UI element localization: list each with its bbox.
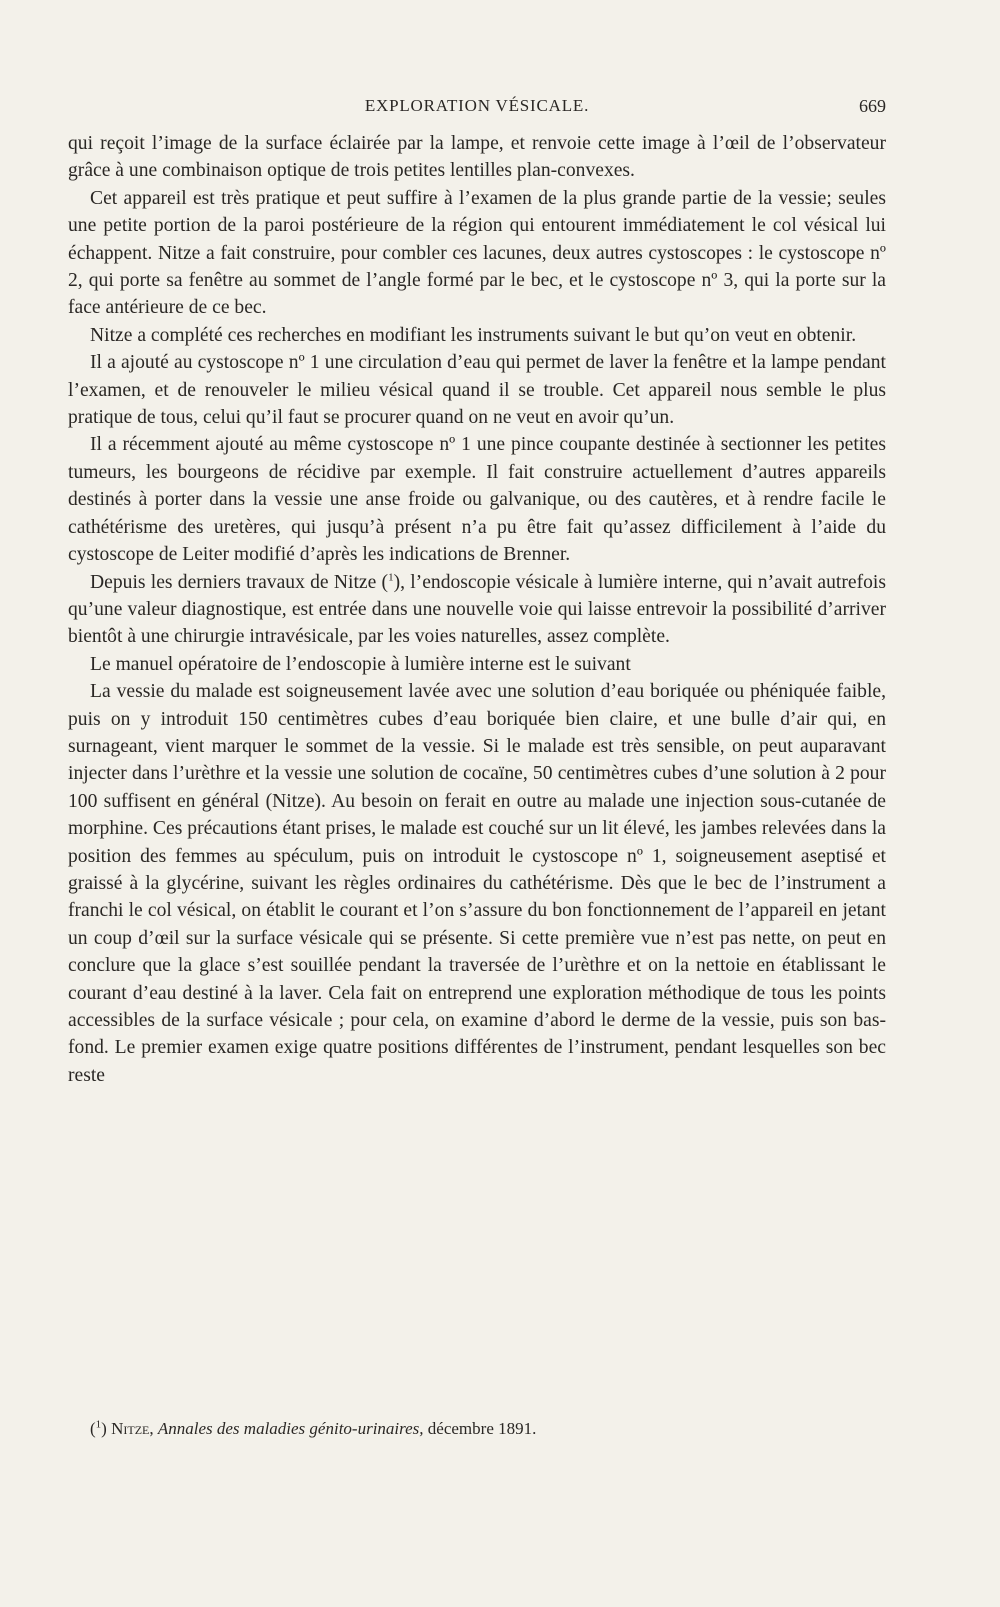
nitze-text-after: ), l’endoscopie vésicale à lumière interne, qui n’avait autrefois qu’une valeur diagnostique, est entrée dans une nouvelle voie qui laisse entrevoir la possibilité d’arriver bientôt à une chirurgie intravésicale, par les voies naturelles, assez complète. <box>68 571 886 648</box>
footnote-date: décembre 1891. <box>427 1419 537 1438</box>
paragraph-procedure-intro: Le manuel opératoire de l’endoscopie à lumière interne est le suivant <box>90 653 631 675</box>
paragraph-instruments: Nitze a complété ces recherches en modifiant les instruments suivant le but qu’on veut en obtenir. <box>90 324 857 346</box>
paragraph-cystoscopes: Cet appareil est très pratique et peut suffire à l’examen de la plus grande partie de la vessie; seules une petite portion de la paroi postérieure de la région qui entourent immédiatement le col vésical lui échappent. Nitze a fait construire, pour combler ces lacunes, deux autres cystoscopes : le cystoscope nº 2, qui porte sa fenêtre au sommet de l’angle formé par le bec, et le cystoscope nº 3, qui la porte sur la face antérieure de ce bec. <box>68 187 886 319</box>
paragraph-cutting-forceps: Il a récemment ajouté au même cystoscope nº 1 une pince coupante destinée à sectionner les petites tumeurs, les bourgeons de récidive par exemple. Il fait construire actuellement d’autres appareils destinés à porter dans la vessie une anse froide ou galvanique, ou des cautères, et à rendre facile le cathétérisme des uretères, qui jusqu’à présent n’a pu être fait qu’assez difficilement à l’aide du cystoscope de Leiter modifié d’après les indications de Brenner. <box>68 434 886 566</box>
body-text <box>68 130 886 1089</box>
footnote-journal: Annales des maladies génito-urinaires, <box>157 1419 424 1438</box>
page-header <box>68 96 886 124</box>
paragraph-nitze-works <box>68 569 886 651</box>
footnote-marker: 1 <box>95 1418 102 1431</box>
paragraph-water-circulation: Il a ajouté au cystoscope nº 1 une circulation d’eau qui permet de laver la fenêtre et la lampe pendant l’examen, et de renouveler le milieu vésical quand il se trouble. Cet appareil nous semble le plus pratique de tous, celui qu’il faut se procurer quand on ne veut en avoir qu’un. <box>68 352 886 429</box>
paragraph-procedure: La vessie du malade est soigneusement lavée avec une solution d’eau boriquée ou phéniquée faible, puis on y introduit 150 centimètres cubes d’eau boriquée bien claire, et une bulle d’air qui, en surnageant, vient marquer le sommet de la vessie. Si le malade est très sensible, on peut auparavant injecter dans l’urèthre et la vessie une solution de cocaïne, 50 centimètres cubes d’une solution à 2 pour 100 suffisent en général (Nitze). Au besoin on ferait en outre au malade une injection sous-cutanée de morphine. Ces précautions étant prises, le malade est couché sur un lit élevé, les jambes relevées dans la position des femmes au spéculum, puis on introduit le cystoscope nº 1, soigneusement aseptisé et graissé à la glycérine, suivant les règles ordinaires du cathétérisme. Dès que le bec de l’instrument a franchi le col vésical, on établit le courant et l’on s’assure du bon fonctionnement de l’appareil en jetant un coup d’œil sur la surface vésicale qui se présente. Si cette première vue n’est pas nette, on peut en conclure que la glace s’est souillée pendant la traversée de l’urèthre et on la nettoie en établissant le courant d’eau destiné à la laver. Cela fait on entreprend une exploration méthodique de tous les points accessibles de la surface vésicale ; pour cela, on examine d’abord le derme de la vessie, puis son bas-fond. Le premier examen exige quatre positions différentes de l’instrument, pendant lesquelles son bec reste <box>68 681 886 1086</box>
paragraph-continuation: qui reçoit l’image de la surface éclairée par la lampe, et renvoie cette image à l’œil de l’observateur grâce à une combinaison optique de trois petites lentilles plan-convexes. <box>68 133 886 182</box>
nitze-text-before: Depuis les derniers travaux de Nitze ( <box>90 571 389 593</box>
footnote-author: Nitze, <box>111 1419 154 1438</box>
running-title: EXPLORATION VÉSICALE. <box>364 96 590 115</box>
footnote: ($^1$) Nitze, Annales des maladies génito-urinaires, décembre 1891. <box>90 1418 537 1438</box>
footnote-reference: 1 <box>388 570 394 583</box>
page-number: 669 <box>859 96 886 116</box>
